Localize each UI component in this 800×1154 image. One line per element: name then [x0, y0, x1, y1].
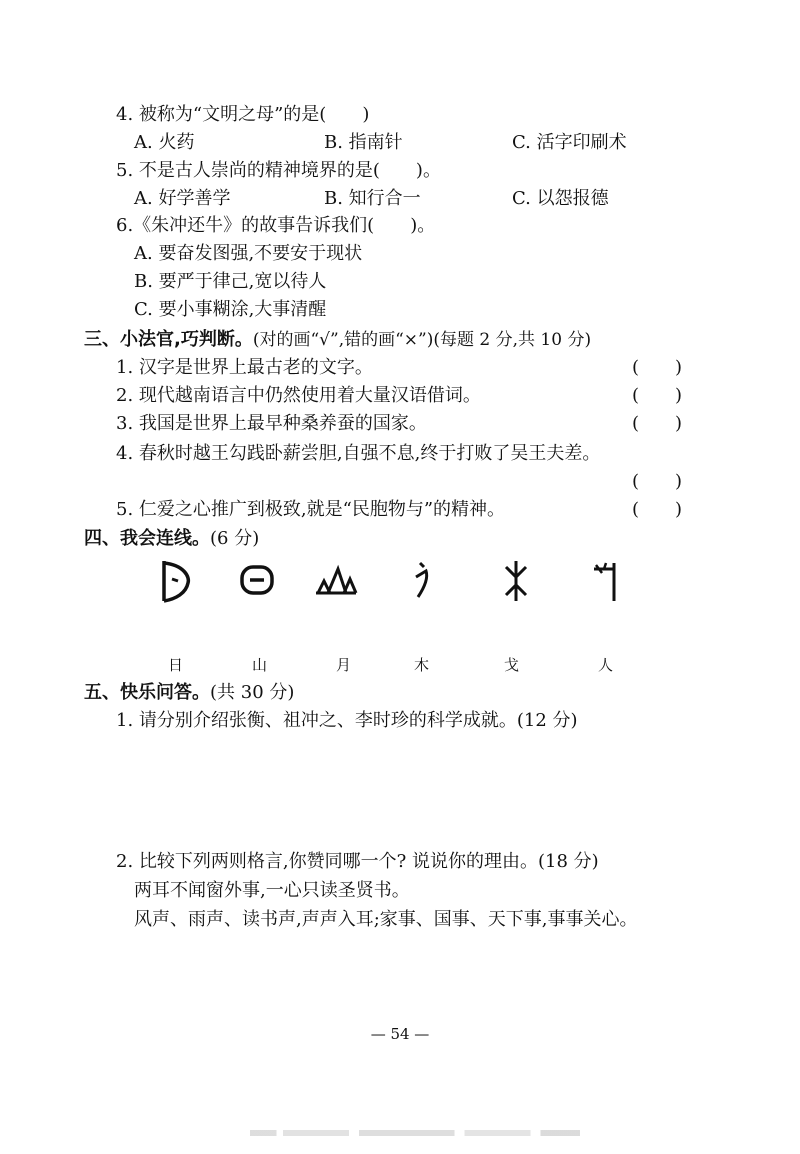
tree-oracle-glyph-svg: [490, 555, 542, 607]
question-5-stem: 5. 不是古人崇尚的精神境界的是( )。: [116, 160, 441, 181]
page-number: — 54 —: [370, 1025, 430, 1043]
answer-question-2: 2. 比较下列两则格言,你赞同哪一个? 说说你的理由。(18 分): [116, 851, 599, 872]
judge-item-4: 4. 春秋时越王勾践卧薪尝胆,自强不息,终于打败了吴王夫差。: [116, 443, 601, 464]
question-6-option-a: A. 要奋发图强,不要安于现状: [134, 243, 363, 264]
question-4-option-b: B. 指南针: [324, 132, 403, 153]
section-4-heading: [84, 527, 259, 551]
match-label-4[interactable]: 木: [414, 656, 430, 674]
mountain-oracle-glyph[interactable]: [312, 555, 364, 607]
moon-oracle-glyph[interactable]: [150, 555, 202, 607]
question-4-option-c: C. 活字印刷术: [512, 132, 627, 153]
question-6-stem: 6.《朱冲还牛》的故事告诉我们( )。: [116, 215, 436, 236]
sun-oracle-glyph[interactable]: [232, 555, 284, 607]
judge-answer-blank-2[interactable]: ( ): [632, 385, 683, 406]
faint-footer-text: [250, 1130, 580, 1136]
judge-item-5: 5. 仁爱之心推广到极致,就是“民胞物与”的精神。: [116, 499, 506, 520]
tree-oracle-glyph[interactable]: [490, 555, 542, 607]
section-4-note: (6 分): [210, 528, 260, 549]
judge-answer-blank-5[interactable]: ( ): [632, 499, 683, 520]
person-oracle-glyph[interactable]: [398, 555, 450, 607]
answer-question-1: 1. 请分别介绍张衡、祖冲之、李时珍的科学成就。(12 分): [116, 710, 578, 731]
question-4-option-a: A. 火药: [134, 132, 195, 153]
section-4-title: 四、我会连线。: [84, 528, 210, 549]
section-5-note: (共 30 分): [210, 682, 295, 703]
question-5-option-c: C. 以怨报德: [512, 188, 609, 209]
question-5-option-b: B. 知行合一: [324, 188, 421, 209]
moon-oracle-glyph-svg: [150, 555, 202, 607]
answer-area-1[interactable]: [116, 738, 676, 838]
section-5-heading: [84, 681, 294, 705]
sun-oracle-glyph-svg: [232, 555, 284, 607]
dagger-axe-oracle-glyph-svg: [584, 555, 636, 607]
motto-2: 风声、雨声、读书声,声声入耳;家事、国事、天下事,事事关心。: [134, 909, 638, 930]
match-label-3[interactable]: 月: [336, 656, 352, 674]
match-label-6[interactable]: 人: [598, 656, 614, 674]
answer-area-2[interactable]: [116, 940, 676, 1010]
question-6-option-b: B. 要严于律己,宽以待人: [134, 271, 327, 292]
section-3-heading: [84, 328, 591, 352]
judge-answer-blank-3[interactable]: ( ): [632, 413, 683, 434]
match-label-1[interactable]: 日: [168, 656, 184, 674]
judge-item-3: 3. 我国是世界上最早种桑养蚕的国家。: [116, 413, 427, 434]
motto-1: 两耳不闻窗外事,一心只读圣贤书。: [134, 880, 410, 901]
mountain-oracle-glyph-svg: [312, 555, 364, 607]
dagger-axe-oracle-glyph[interactable]: [584, 555, 636, 607]
section-3-note: (对的画“√”,错的画“×”)(每题 2 分,共 10 分): [252, 330, 592, 350]
judge-item-2: 2. 现代越南语言中仍然使用着大量汉语借词。: [116, 385, 481, 406]
match-label-2[interactable]: 山: [252, 656, 268, 674]
question-5-option-a: A. 好学善学: [134, 188, 231, 209]
section-5-title: 五、快乐问答。: [84, 682, 210, 703]
judge-item-1: 1. 汉字是世界上最古老的文字。: [116, 357, 373, 378]
judge-answer-blank-4[interactable]: ( ): [632, 471, 683, 492]
section-3-title: 三、小法官,巧判断。: [84, 329, 253, 350]
match-label-5[interactable]: 戈: [504, 656, 520, 674]
person-oracle-glyph-svg: [398, 555, 450, 607]
question-6-option-c: C. 要小事糊涂,大事清醒: [134, 299, 327, 320]
question-4-stem: 4. 被称为“文明之母”的是( ): [116, 104, 370, 125]
judge-answer-blank-1[interactable]: ( ): [632, 357, 683, 378]
